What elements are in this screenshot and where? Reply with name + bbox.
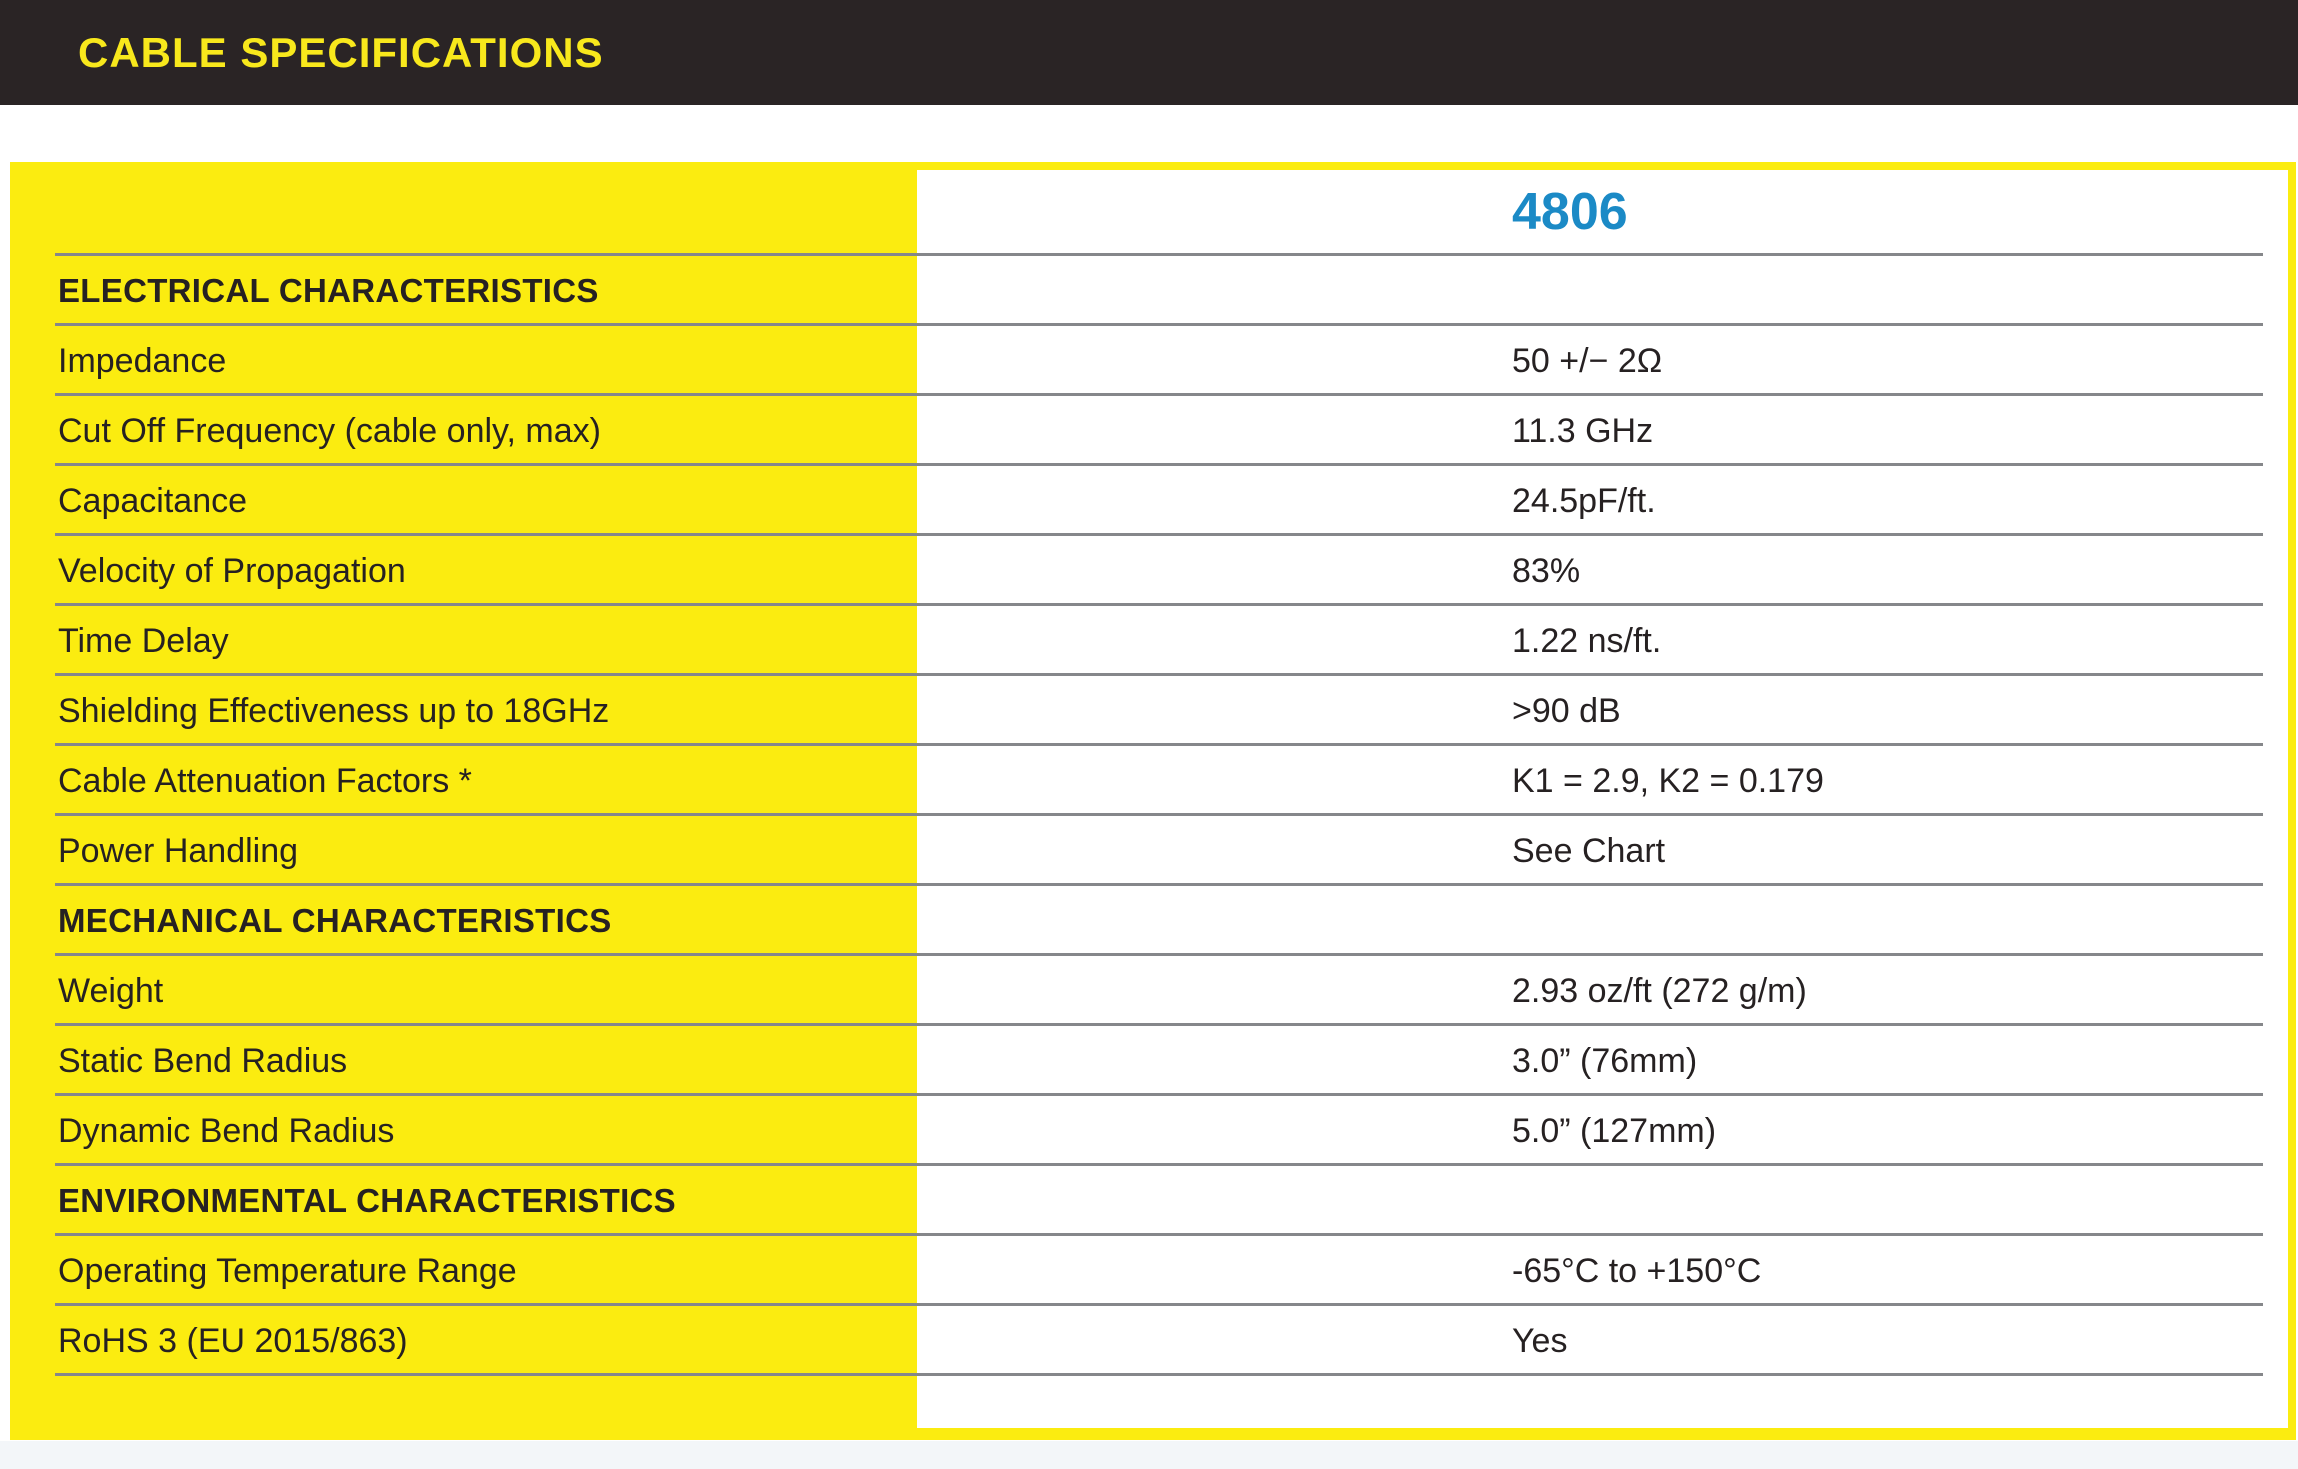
row-label: Velocity of Propagation (58, 551, 406, 590)
row-value: -65°C to +150°C (1512, 1251, 1762, 1290)
table-row-weight (10, 956, 2296, 1026)
row-label: Operating Temperature Range (58, 1251, 517, 1290)
table-row-static-bend-radius (10, 1026, 2296, 1096)
row-label: Dynamic Bend Radius (58, 1111, 395, 1150)
row-value: 83% (1512, 551, 1581, 590)
table-row-shielding-effectiveness (10, 676, 2296, 746)
row-label: Power Handling (58, 831, 299, 870)
table-row-time-delay (10, 606, 2296, 676)
row-value: 1.22 ns/ft. (1512, 621, 1662, 660)
row-value: 2.93 oz/ft (272 g/m) (1512, 971, 1807, 1010)
section-label: ENVIRONMENTAL CHARACTERISTICS (58, 1182, 676, 1219)
row-label: Time Delay (58, 621, 229, 660)
row-label: Weight (58, 971, 164, 1010)
row-label: Capacitance (58, 481, 248, 520)
row-value: 24.5pF/ft. (1512, 481, 1656, 520)
section-row-electrical (10, 256, 2296, 326)
row-value: K1 = 2.9, K2 = 0.179 (1512, 761, 1824, 800)
row-label: RoHS 3 (EU 2015/863) (58, 1321, 408, 1360)
table-row-power-handling (10, 816, 2296, 886)
row-value: 5.0” (127mm) (1512, 1111, 1717, 1150)
table-row-velocity-of-propagation (10, 536, 2296, 606)
cable-specifications-table (10, 162, 2296, 1440)
section-value-cell (917, 256, 2296, 326)
section-label: ELECTRICAL CHARACTERISTICS (58, 272, 599, 309)
header-value-cell (917, 162, 2296, 256)
row-label: Cut Off Frequency (cable only, max) (58, 411, 601, 450)
header-empty-cell (10, 162, 917, 256)
page-title: CABLE SPECIFICATIONS (78, 28, 604, 76)
row-label: Cable Attenuation Factors * (58, 761, 472, 800)
table-row-rohs (10, 1306, 2296, 1376)
table-row-impedance (10, 326, 2296, 396)
row-value: 11.3 GHz (1512, 411, 1654, 450)
footer-band (0, 1441, 2298, 1469)
row-label: Shielding Effectiveness up to 18GHz (58, 691, 610, 730)
row-value: 50 +/− 2Ω (1512, 341, 1663, 380)
table-rows (10, 162, 2296, 1440)
table-row-capacitance (10, 466, 2296, 536)
section-row-environmental (10, 1166, 2296, 1236)
part-number-column-header: 4806 (1512, 183, 1628, 241)
table-filler-row (10, 1376, 2296, 1440)
table-row-cable-attenuation-factors (10, 746, 2296, 816)
row-value: Yes (1512, 1321, 1568, 1360)
table-header-row (10, 162, 2296, 256)
row-value: >90 dB (1512, 691, 1621, 730)
section-label: MECHANICAL CHARACTERISTICS (58, 902, 612, 939)
section-row-mechanical (10, 886, 2296, 956)
row-label: Static Bend Radius (58, 1041, 348, 1080)
row-label: Impedance (58, 341, 227, 380)
section-value-cell (917, 1166, 2296, 1236)
section-value-cell (917, 886, 2296, 956)
table-row-operating-temperature-range (10, 1236, 2296, 1306)
row-value: See Chart (1512, 831, 1666, 870)
table-row-dynamic-bend-radius (10, 1096, 2296, 1166)
title-bar (0, 0, 2298, 105)
table-row-cutoff-frequency (10, 396, 2296, 466)
row-value: 3.0” (76mm) (1512, 1041, 1698, 1080)
